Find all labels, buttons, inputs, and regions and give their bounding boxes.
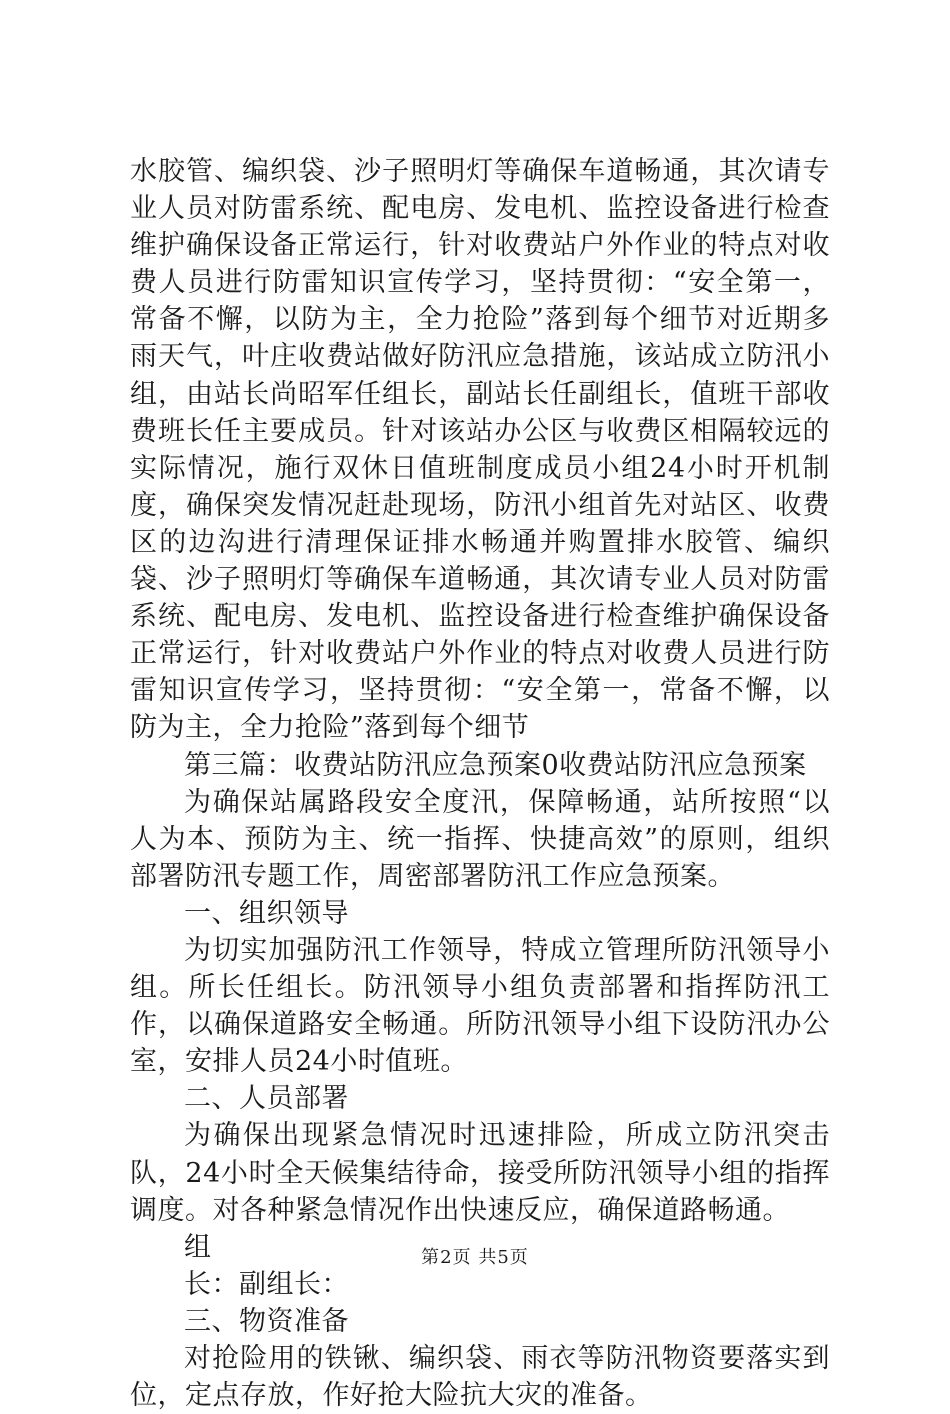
section-title: 第三篇：收费站防汛应急预案0收费站防汛应急预案 bbox=[184, 749, 807, 781]
paragraph-intro: 为确保站属路段安全度汛，保障畅通，站所按照“以人为本、预防为主、统一指挥、快捷高效”的原则，组织部署防汛专题工作，周密部署防汛工作应急预案。 bbox=[130, 786, 830, 892]
heading-materials: 三、物资准备 bbox=[184, 1305, 349, 1337]
heading-personnel: 二、人员部署 bbox=[184, 1083, 349, 1115]
paragraph-group: 组 bbox=[184, 1231, 212, 1263]
paragraph-organization: 为切实加强防汛工作领导，特成立管理所防汛领导小组。所长任组长。防汛领导小组负责部署和指挥防汛工作，以确保道路安全畅通。所防汛领导小组下设防汛办公室，安排人员24小时值班。 bbox=[130, 934, 830, 1078]
paragraph-personnel: 为确保出现紧急情况时迅速排险，所成立防汛突击队，24小时全天候集结待命，接受所防汛领导小组的指挥调度。对各种紧急情况作出快速反应，确保道路畅通。 bbox=[130, 1120, 830, 1226]
paragraph-leaders: 长：副组长： bbox=[184, 1268, 349, 1300]
document-body bbox=[130, 153, 830, 1414]
paragraph-materials: 对抢险用的铁锹、编织袋、雨衣等防汛物资要落实到位，定点存放，作好抢大险抗大灾的准备。 bbox=[130, 1343, 830, 1412]
paragraph-continuation: 水胶管、编织袋、沙子照明灯等确保车道畅通，其次请专业人员对防雷系统、配电房、发电机、监控设备进行检查维护确保设备正常运行，针对收费站户外作业的特点对收费人员进行防雷知识宣传学习，坚持贯彻：“安全第一，常备不懈，以防为主，全力抢险”落到每个细节对近期多雨天气，叶庄收费站做好防汛应急措施，该站成立防汛小组，由站长尚昭军任组长，副站长任副组长，值班干部收费班长任主要成员。针对该站办公区与收费区相隔较远的实际情况，施行双休日值班制度成员小组24小时开机制度，确保突发情况赶赴现场，防汛小组首先对站区、收费区的边沟进行清理保证排水畅通并购置排水胶管、编织袋、沙子照明灯等确保车道畅通，其次请专业人员对防雷系统、配电房、发电机、监控设备进行检查维护确保设备正常运行，针对收费站户外作业的特点对收费人员进行防雷知识宣传学习，坚持贯彻：“安全第一，常备不懈，以防为主，全力抢险”落到每个细节 bbox=[130, 156, 830, 744]
heading-organization: 一、组织领导 bbox=[184, 897, 349, 929]
page-number: 第2页 共5页 bbox=[421, 1247, 529, 1268]
